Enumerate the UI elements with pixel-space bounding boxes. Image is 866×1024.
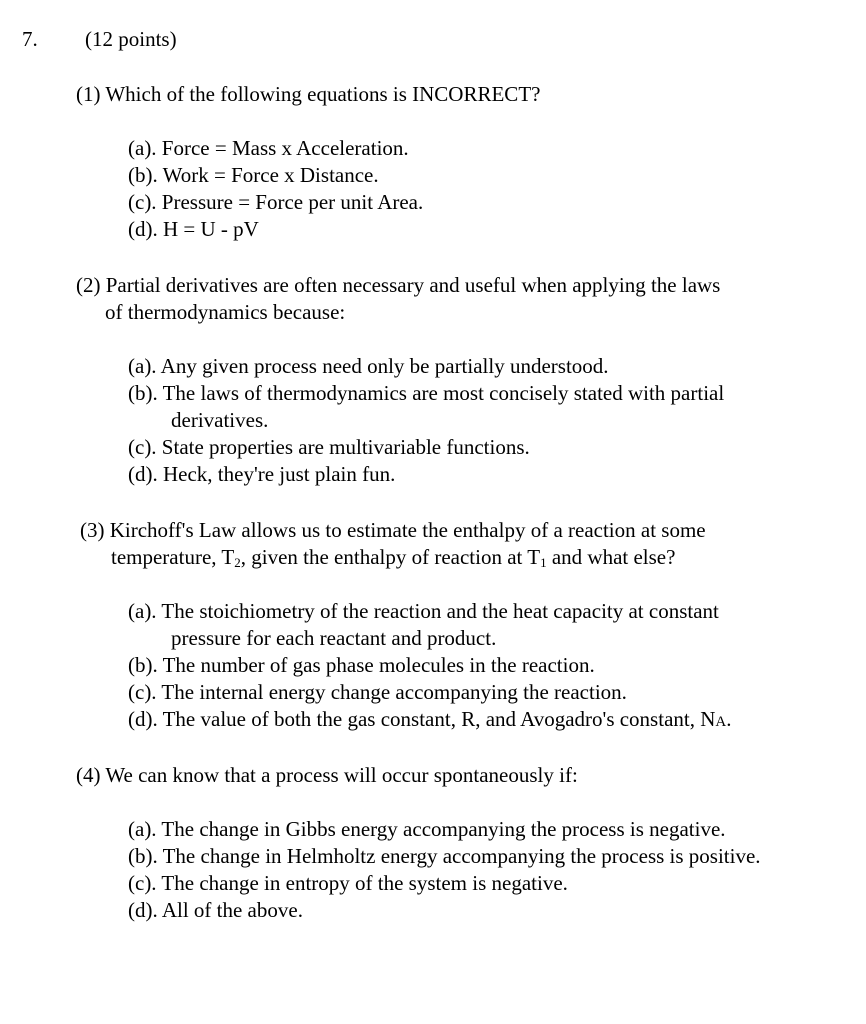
part-3-prompt-line-2 bbox=[80, 544, 706, 571]
part-2-option-b-line-2: derivatives. bbox=[171, 408, 269, 432]
part-4-option-d: (d). All of the above. bbox=[128, 898, 303, 922]
part-2-option-d: (d). Heck, they're just plain fun. bbox=[128, 462, 396, 486]
part-3-option-a-line-1: (a). The stoichiometry of the reaction and the heat capacity at constant bbox=[128, 599, 719, 623]
part-4-options bbox=[128, 816, 761, 924]
part-3-option-d-period: . bbox=[726, 707, 732, 731]
part-3-option-a bbox=[128, 598, 731, 652]
part-3-subscript-t1: 1 bbox=[540, 555, 547, 570]
part-3-option-d bbox=[128, 706, 731, 736]
part-3-option-b: (b). The number of gas phase molecules in the reaction. bbox=[128, 653, 595, 677]
part-3-prompt-text-a: temperature, T bbox=[111, 545, 235, 569]
part-2-prompt bbox=[76, 272, 720, 326]
question-points: (12 points) bbox=[85, 27, 177, 51]
part-1-option-d: (d). H = U - pV bbox=[128, 217, 259, 241]
part-3-option-a-line-2: pressure for each reactant and product. bbox=[171, 626, 497, 650]
part-2-option-c: (c). State properties are multivariable functions. bbox=[128, 435, 530, 459]
part-3-prompt-line-1: (3) Kirchoff's Law allows us to estimate the enthalpy of a reaction at some bbox=[80, 518, 706, 542]
part-1-option-b: (b). Work = Force x Distance. bbox=[128, 163, 379, 187]
question-number: 7. bbox=[22, 27, 38, 51]
part-4-option-a: (a). The change in Gibbs energy accompanying the process is negative. bbox=[128, 817, 726, 841]
part-1-prompt: (1) Which of the following equations is INCORRECT? bbox=[76, 82, 541, 106]
part-3-prompt bbox=[80, 517, 706, 571]
part-2-option-a: (a). Any given process need only be partially understood. bbox=[128, 354, 609, 378]
part-3-subscript-t2: 2 bbox=[234, 555, 241, 570]
part-1-options bbox=[128, 135, 423, 243]
part-2-prompt-line-2: of thermodynamics because: bbox=[105, 300, 346, 324]
part-3-option-c: (c). The internal energy change accompanying the reaction. bbox=[128, 680, 627, 704]
part-3-option-d-text: (d). The value of both the gas constant, R, and Avogadro's constant, N bbox=[128, 707, 716, 731]
part-3-option-d-subscript: A bbox=[715, 714, 727, 730]
part-4-option-b: (b). The change in Helmholtz energy accompanying the process is positive. bbox=[128, 844, 761, 868]
part-3-prompt-text-b: , given the enthalpy of reaction at T bbox=[240, 545, 541, 569]
part-2-option-b-line-1: (b). The laws of thermodynamics are most concisely stated with partial bbox=[128, 381, 725, 405]
part-1-option-c: (c). Pressure = Force per unit Area. bbox=[128, 190, 424, 214]
part-2-option-b bbox=[128, 380, 724, 434]
part-3-options bbox=[128, 598, 731, 736]
part-2-options bbox=[128, 353, 724, 488]
part-2-prompt-line-1: (2) Partial derivatives are often necessary and useful when applying the laws bbox=[76, 273, 721, 297]
part-3-prompt-text-c: and what else? bbox=[546, 545, 676, 569]
part-4-option-c: (c). The change in entropy of the system is negative. bbox=[128, 871, 568, 895]
part-4-prompt: (4) We can know that a process will occur spontaneously if: bbox=[76, 763, 578, 787]
part-1-option-a: (a). Force = Mass x Acceleration. bbox=[128, 136, 409, 160]
